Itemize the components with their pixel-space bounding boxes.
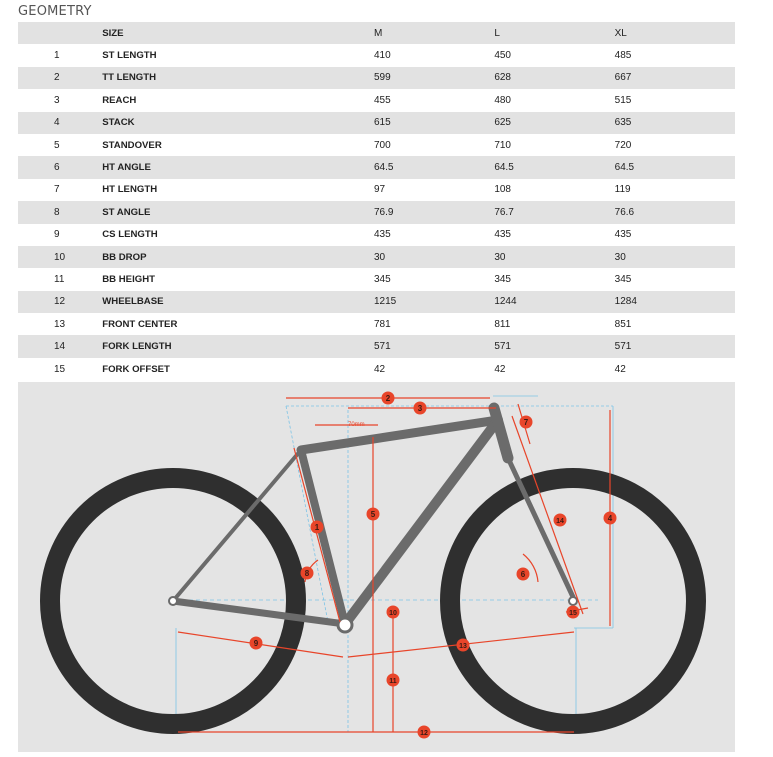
marker-label-4: 4 — [607, 514, 613, 523]
row-value-xl: 64.5 — [615, 156, 735, 178]
marker-label-13: 13 — [459, 643, 467, 650]
marker-label-7: 7 — [523, 418, 529, 427]
row-number: 7 — [18, 179, 102, 201]
row-value-l: 76.7 — [494, 201, 614, 223]
front-axle — [569, 597, 577, 605]
page-title: GEOMETRY — [18, 4, 92, 19]
row-number: 5 — [18, 134, 102, 156]
row-value-l: 30 — [494, 246, 614, 268]
row-name: REACH — [102, 89, 374, 111]
table-row — [18, 89, 735, 111]
row-value-xl: 345 — [615, 268, 735, 290]
table-row — [18, 112, 735, 134]
row-name: WHEELBASE — [102, 291, 374, 313]
table-header-row — [18, 22, 735, 44]
row-name: STACK — [102, 112, 374, 134]
row-name: HT LENGTH — [102, 179, 374, 201]
row-value-xl: 42 — [615, 358, 735, 380]
row-value-l: 1244 — [494, 291, 614, 313]
header-cell-l: L — [494, 22, 614, 44]
table-row — [18, 224, 735, 246]
table-row — [18, 358, 735, 380]
row-value-l: 345 — [494, 268, 614, 290]
annotation-70mm: 70mm — [348, 422, 365, 428]
geometry-diagram — [18, 382, 735, 752]
marker-label-15: 15 — [569, 610, 577, 617]
rear-axle — [169, 597, 177, 605]
row-value-xl: 30 — [615, 246, 735, 268]
row-value-m: 345 — [374, 268, 494, 290]
row-name: BB DROP — [102, 246, 374, 268]
row-value-xl: 720 — [615, 134, 735, 156]
row-number: 2 — [18, 67, 102, 89]
row-value-xl: 571 — [615, 335, 735, 357]
row-number: 14 — [18, 335, 102, 357]
row-name: ST LENGTH — [102, 44, 374, 66]
marker-label-14: 14 — [556, 518, 564, 525]
row-number: 12 — [18, 291, 102, 313]
row-value-m: 76.9 — [374, 201, 494, 223]
row-value-xl: 851 — [615, 313, 735, 335]
row-name: CS LENGTH — [102, 224, 374, 246]
row-value-l: 628 — [494, 67, 614, 89]
marker-label-3: 3 — [417, 404, 423, 413]
row-number: 10 — [18, 246, 102, 268]
row-value-m: 30 — [374, 246, 494, 268]
header-cell-number — [18, 22, 102, 44]
row-value-l: 64.5 — [494, 156, 614, 178]
row-value-xl: 119 — [615, 179, 735, 201]
row-name: FRONT CENTER — [102, 313, 374, 335]
row-number: 13 — [18, 313, 102, 335]
table-row — [18, 156, 735, 178]
row-name: TT LENGTH — [102, 67, 374, 89]
table-row — [18, 246, 735, 268]
row-value-m: 1215 — [374, 291, 494, 313]
row-name: FORK OFFSET — [102, 358, 374, 380]
row-name: FORK LENGTH — [102, 335, 374, 357]
row-value-xl: 515 — [615, 89, 735, 111]
row-value-l: 108 — [494, 179, 614, 201]
marker-label-8: 8 — [304, 569, 310, 578]
row-name: BB HEIGHT — [102, 268, 374, 290]
row-number: 15 — [18, 358, 102, 380]
row-value-m: 455 — [374, 89, 494, 111]
table-row — [18, 313, 735, 335]
header-cell-size: SIZE — [102, 22, 374, 44]
row-value-l: 42 — [494, 358, 614, 380]
table-row — [18, 201, 735, 223]
row-name: HT ANGLE — [102, 156, 374, 178]
marker-label-12: 12 — [420, 730, 428, 737]
marker-label-10: 10 — [389, 610, 397, 617]
row-value-xl: 635 — [615, 112, 735, 134]
row-number: 4 — [18, 112, 102, 134]
row-value-m: 700 — [374, 134, 494, 156]
marker-label-1: 1 — [314, 523, 320, 532]
row-value-m: 97 — [374, 179, 494, 201]
row-value-xl: 485 — [615, 44, 735, 66]
row-value-l: 480 — [494, 89, 614, 111]
row-value-m: 571 — [374, 335, 494, 357]
row-number: 3 — [18, 89, 102, 111]
row-number: 9 — [18, 224, 102, 246]
row-number: 11 — [18, 268, 102, 290]
row-name: STANDOVER — [102, 134, 374, 156]
table-row — [18, 268, 735, 290]
table-row — [18, 67, 735, 89]
row-value-l: 811 — [494, 313, 614, 335]
marker-label-6: 6 — [520, 570, 526, 579]
row-value-m: 64.5 — [374, 156, 494, 178]
row-number: 8 — [18, 201, 102, 223]
marker-label-9: 9 — [253, 639, 259, 648]
row-name: ST ANGLE — [102, 201, 374, 223]
bike-geometry-svg — [18, 382, 735, 752]
marker-group — [250, 392, 617, 739]
geometry-table — [18, 22, 735, 380]
row-value-l: 710 — [494, 134, 614, 156]
table-row — [18, 134, 735, 156]
table-row — [18, 44, 735, 66]
row-number: 6 — [18, 156, 102, 178]
row-value-m: 781 — [374, 313, 494, 335]
row-value-m: 615 — [374, 112, 494, 134]
header-cell-m: M — [374, 22, 494, 44]
row-value-l: 435 — [494, 224, 614, 246]
row-value-m: 599 — [374, 67, 494, 89]
row-value-l: 571 — [494, 335, 614, 357]
table-row — [18, 179, 735, 201]
row-value-m: 435 — [374, 224, 494, 246]
table-row — [18, 335, 735, 357]
marker-label-5: 5 — [370, 510, 376, 519]
row-value-xl: 667 — [615, 67, 735, 89]
row-number: 1 — [18, 44, 102, 66]
row-value-l: 450 — [494, 44, 614, 66]
header-cell-xl: XL — [615, 22, 735, 44]
row-value-l: 625 — [494, 112, 614, 134]
row-value-xl: 76.6 — [615, 201, 735, 223]
table-row — [18, 291, 735, 313]
row-value-xl: 1284 — [615, 291, 735, 313]
marker-label-2: 2 — [385, 394, 391, 403]
row-value-m: 42 — [374, 358, 494, 380]
row-value-m: 410 — [374, 44, 494, 66]
row-value-xl: 435 — [615, 224, 735, 246]
marker-label-11: 11 — [389, 678, 397, 685]
